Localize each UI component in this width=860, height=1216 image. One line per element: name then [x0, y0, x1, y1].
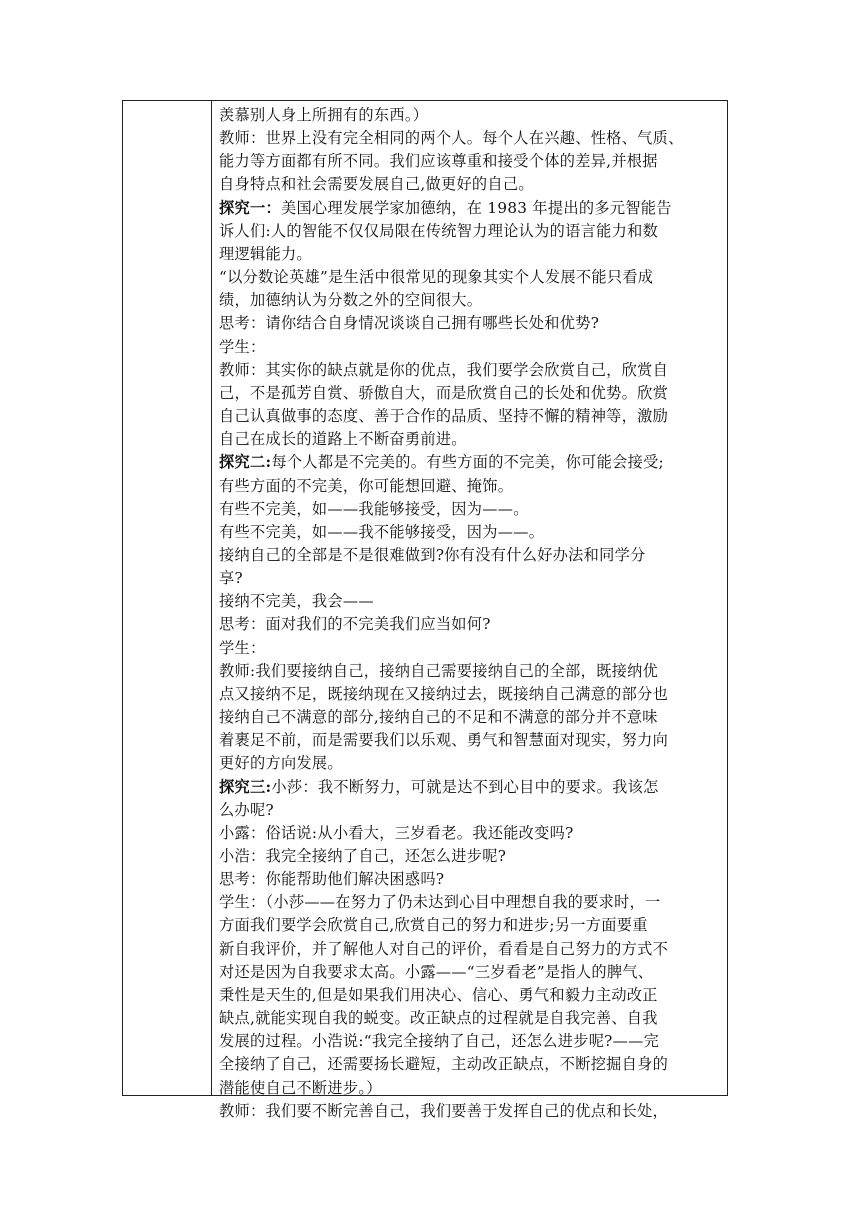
line-text: 教师：其实你的缺点就是你的优点，我们要学会欣赏自己，欣赏自 [219, 360, 669, 379]
line-text: 学生： [219, 337, 266, 356]
line-text: 点又接纳不足，既接纳现在又接纳过去，既接纳自己满意的部分也 [219, 684, 669, 703]
text-line [219, 173, 719, 196]
line-text: 每个人都是不完美的。有些方面的不完美，你可能会接受; [271, 453, 664, 472]
text-line [219, 613, 719, 636]
text-line [219, 706, 719, 729]
line-text: 么办呢? [219, 800, 274, 819]
text-line [219, 868, 719, 891]
text-line [219, 382, 719, 405]
text-line [219, 220, 719, 243]
line-text: 享? [219, 569, 243, 588]
section-heading: 探究二: [219, 453, 272, 472]
text-line [219, 1030, 719, 1053]
line-text: 小露：俗话说:从小看大，三岁看老。我还能改变吗? [219, 823, 574, 842]
line-text: 缺点,就能实现自我的蜕变。改正缺点的过程就是自我完善、自我 [219, 1009, 658, 1028]
line-text: 小浩：我完全接纳了自己，还怎么进步呢? [219, 847, 507, 865]
line-text: 更好的方向发展。 [219, 754, 343, 773]
line-text: 羡慕别人身上所拥有的东西。） [219, 106, 429, 124]
line-text: 全接纳了自己，还需要扬长避短，主动改正缺点，不断挖掘自身的 [219, 1055, 669, 1074]
text-line [219, 752, 719, 775]
text-line [219, 891, 719, 914]
line-text: 自身特点和社会需要发展自己,做更好的自己。 [219, 175, 534, 194]
text-line [219, 104, 719, 127]
text-line [219, 729, 719, 752]
line-text: 自己在成长的道路上不断奋勇前进。 [219, 430, 467, 449]
line-text: 接纳自己不满意的部分,接纳自己的不足和不满意的部分并不意味 [219, 708, 658, 727]
line-text: 教师:我们要接纳自己，接纳自己需要接纳自己的全部，既接纳优 [219, 661, 659, 680]
text-line [219, 428, 719, 451]
section-heading: 探究三: [219, 777, 272, 796]
text-line [219, 660, 719, 683]
line-text: 教师：我们要不断完善自己，我们要善于发挥自己的优点和长处， [219, 1101, 669, 1120]
line-text: 有些不完美，如——我不能够接受，因为——。 [219, 522, 545, 541]
text-line [219, 336, 719, 359]
line-text: 美国心理发展学家加德纳，在 1983 年提出的多元智能告 [280, 198, 672, 217]
text-line [219, 567, 719, 590]
text-line [219, 312, 719, 335]
line-text: 小莎：我不断努力，可就是达不到心目中的要求。我该怎 [271, 777, 659, 796]
line-text: 着裹足不前，而是需要我们以乐观、勇气和智慧面对现实，努力向 [219, 731, 669, 750]
line-text: 秉性是天生的,但是如果我们用决心、信心、勇气和毅力主动改正 [219, 985, 658, 1004]
line-text: 学生：（小莎——在努力了仍未达到心目中理想自我的要求时，一 [219, 893, 661, 912]
text-line [219, 498, 719, 521]
text-line [219, 243, 719, 266]
text-line [219, 683, 719, 706]
text-line [219, 544, 719, 567]
text-line [219, 590, 719, 613]
line-text: 理逻辑能力。 [219, 244, 312, 263]
column-divider [211, 101, 212, 1095]
line-text: 方面我们要学会欣赏自己,欣赏自己的努力和进步;另一方面要重 [219, 916, 648, 935]
text-line [219, 521, 719, 544]
text-line [219, 914, 719, 937]
line-text: 有些方面的不完美，你可能想回避、掩饰。 [219, 476, 514, 495]
line-text: 自己认真做事的态度、善于合作的品质、坚持不懈的精神等，激励 [219, 407, 669, 426]
text-line [219, 845, 719, 868]
line-text: 思考：你能帮助他们解决困惑吗? [219, 870, 445, 889]
section-heading: 探究一： [219, 198, 281, 217]
line-text: 发展的过程。小浩说:“我完全接纳了自己，还怎么进步呢?——完 [219, 1032, 660, 1051]
text-line [219, 127, 719, 150]
line-text: 有些不完美，如——我能够接受，因为——。 [219, 499, 529, 518]
line-text: 潜能使自己不断进步。） [219, 1078, 382, 1097]
text-line [219, 1077, 719, 1100]
text-line [219, 799, 719, 822]
text-line [219, 475, 719, 498]
text-line [219, 1100, 719, 1123]
line-text: 对还是因为自我要求太高。小露——“三岁看老”是指人的脾气、 [219, 962, 654, 981]
line-text: 新自我评价，并了解他人对自己的评价，看看是自己努力的方式不 [219, 939, 669, 958]
text-line [219, 289, 719, 312]
line-text: 思考：面对我们的不完美我们应当如何? [219, 615, 491, 634]
text-line [219, 451, 719, 474]
text-line [219, 197, 719, 220]
line-text: 绩，加德纳认为分数之外的空间很大。 [219, 291, 483, 310]
line-text: 教师：世界上没有完全相同的两个人。每个人在兴趣、性格、气质、 [219, 129, 684, 148]
line-text: 能力等方面都有所不同。我们应该尊重和接受个体的差异,并根据 [219, 152, 658, 171]
text-line [219, 150, 719, 173]
line-text: 接纳自己的全部是不是很难做到?你有没有什么好办法和同学分 [219, 545, 646, 564]
text-line [219, 938, 719, 961]
text-line [219, 984, 719, 1007]
text-line [219, 822, 719, 845]
line-text: 接纳不完美，我会—— [219, 592, 374, 611]
text-line [219, 1007, 719, 1030]
text-line [219, 266, 719, 289]
line-text: 思考：请你结合自身情况谈谈自己拥有哪些长处和优势? [219, 314, 600, 333]
line-text: “以分数论英雄”是生活中很常见的现象其实个人发展不能只看成 [219, 268, 654, 287]
text-line [219, 1053, 719, 1076]
line-text: 学生： [219, 638, 266, 657]
lesson-content-cell [219, 104, 719, 1123]
lesson-table [122, 100, 728, 1120]
text-line [219, 961, 719, 984]
text-line [219, 637, 719, 660]
text-line [219, 405, 719, 428]
text-line [219, 776, 719, 799]
line-text: 诉人们:人的智能不仅仅局限在传统智力理论认为的语言能力和数 [219, 221, 659, 240]
line-text: 己，不是孤芳自赏、骄傲自大，而是欣赏自己的长处和优势。欣赏 [219, 383, 669, 402]
text-line [219, 359, 719, 382]
